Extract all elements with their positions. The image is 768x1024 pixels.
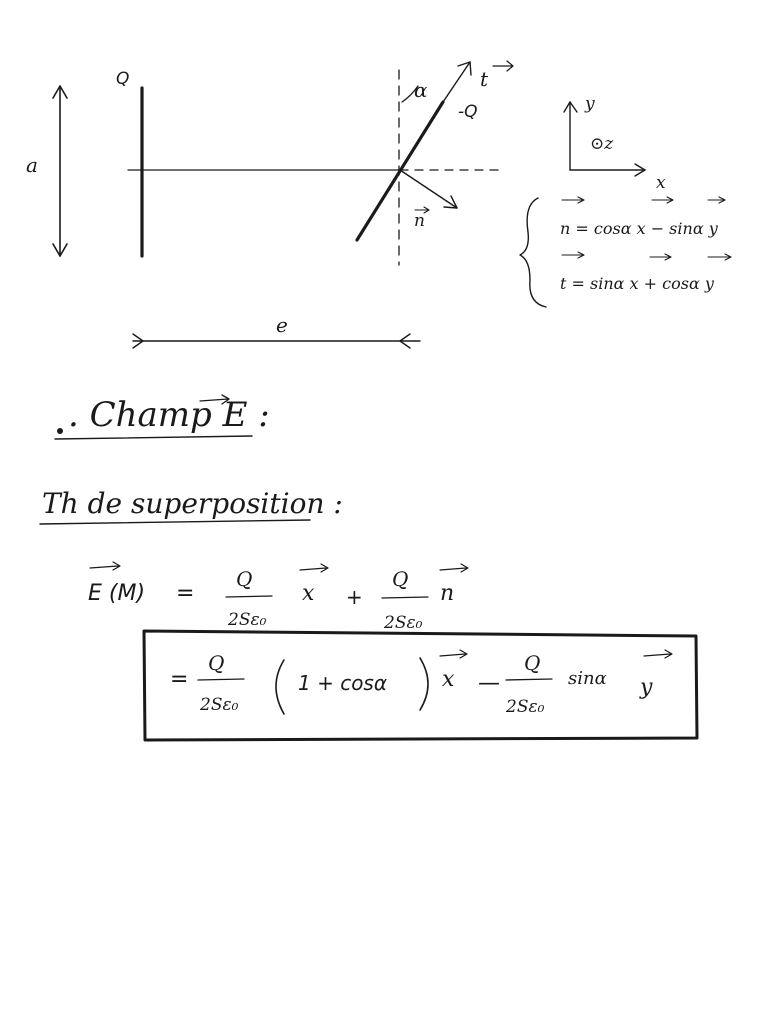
n-vector-equation: n = cosα x − sinα y	[560, 219, 718, 238]
eq1-equals: =	[176, 581, 195, 606]
superposition-equation	[88, 562, 468, 633]
theorem-title: Th de superposition :	[42, 487, 343, 520]
result-left-paren	[276, 660, 284, 714]
eq1-frac1-bar	[226, 596, 272, 597]
eq1-lhs-vector-arrow	[90, 562, 120, 570]
t-vector-equation: t = sinα x + cosα y	[560, 274, 714, 293]
n-vector-line	[400, 170, 457, 208]
result-minus: —	[478, 671, 500, 696]
result-vec-y-arrow	[644, 650, 672, 658]
capacitor-diagram	[26, 61, 731, 348]
left-plate-charge: Q	[116, 69, 130, 89]
eq1-frac2-bar	[382, 597, 428, 598]
eq1-frac1-numerator: Q	[236, 567, 253, 591]
distance-label: e	[276, 313, 288, 337]
section-title: . Champ E :	[68, 395, 270, 435]
eq1-frac2-numerator: Q	[392, 567, 409, 591]
result-frac2-denominator: 2Sε₀	[506, 697, 545, 717]
z-axis-label: ⊙z	[590, 134, 614, 154]
t-equation-vector-arrows	[562, 252, 731, 260]
result-sin-term: sinα	[568, 668, 607, 689]
y-axis-label: y	[585, 94, 595, 114]
angle-label: α	[414, 78, 428, 102]
eq1-vec1-arrow	[300, 564, 328, 572]
eq1-frac1-denominator: 2Sε₀	[228, 610, 267, 630]
t-vector-label-arrow	[493, 61, 513, 71]
bullet-dot	[57, 428, 63, 434]
result-paren-content: 1 + cosα	[298, 671, 388, 695]
system-brace	[520, 198, 546, 307]
section-superposition	[40, 487, 343, 524]
section-champ-e	[55, 395, 270, 439]
eq1-vec2: n	[440, 581, 455, 606]
section-title-underline	[55, 436, 252, 439]
boxed-result	[144, 631, 697, 740]
result-equals: =	[170, 667, 189, 692]
height-label: a	[26, 153, 38, 177]
eq1-frac2-denominator: 2Sε₀	[384, 613, 423, 633]
result-frac2-bar	[506, 679, 552, 680]
result-frac1-denominator: 2Sε₀	[200, 695, 239, 715]
n-vector-label: n	[414, 211, 425, 231]
eq1-lhs: E (M)	[88, 581, 146, 606]
theorem-title-underline	[40, 520, 310, 524]
result-box	[144, 631, 697, 740]
eq1-vec2-arrow	[440, 564, 468, 572]
result-vec-x: x	[442, 667, 455, 692]
result-right-paren	[420, 658, 428, 710]
eq1-plus: +	[346, 585, 363, 609]
result-vec-x-arrow	[440, 650, 467, 658]
tilted-plate	[357, 102, 443, 240]
result-vec-y: y	[640, 675, 653, 700]
x-axis-label: x	[656, 173, 666, 193]
result-frac1-numerator: Q	[208, 651, 225, 675]
result-frac2-numerator: Q	[524, 651, 541, 675]
t-vector-label: t	[480, 67, 489, 91]
right-plate-charge: -Q	[458, 102, 478, 122]
eq1-vec1: x	[302, 581, 315, 606]
result-frac1-bar	[198, 679, 244, 680]
t-vector-line	[443, 62, 470, 102]
n-equation-vector-arrows	[562, 197, 725, 203]
